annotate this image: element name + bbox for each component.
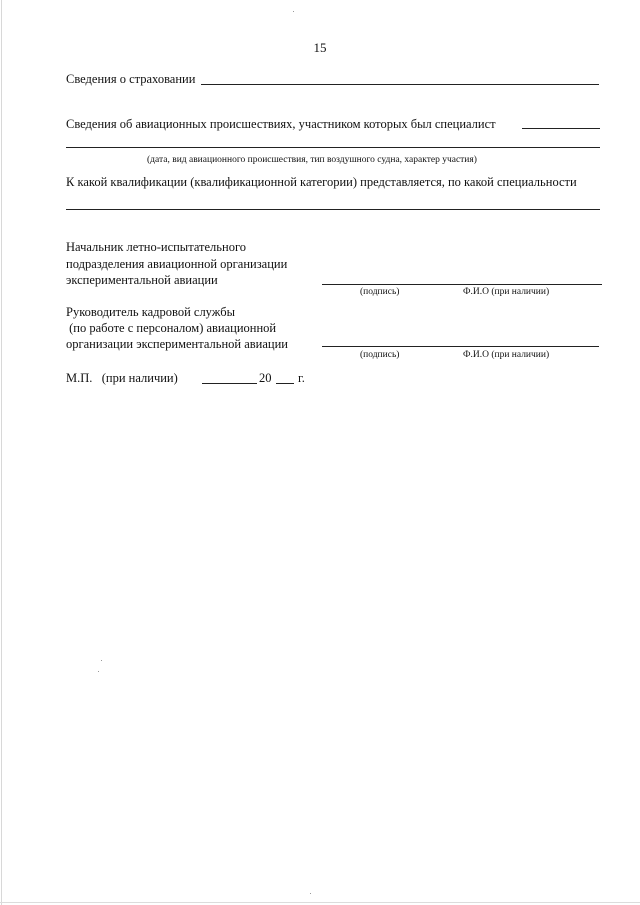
incidents-field-line[interactable] [522, 128, 600, 129]
signature-2-field-line[interactable] [322, 346, 599, 347]
insurance-field-line[interactable] [201, 84, 599, 85]
incidents-caption: (дата, вид авиационного происшествия, тип воздушного судна, характер участия) [147, 155, 477, 165]
scan-speck [98, 671, 99, 672]
date-field-line[interactable] [202, 383, 257, 384]
signature-2-caption: (подпись) [360, 350, 400, 360]
signatory-1-line-3: экспериментальной авиации [66, 273, 218, 287]
year-prefix: 20 [259, 371, 272, 385]
name-1-caption: Ф.И.О (при наличии) [463, 287, 550, 297]
signatory-2-line-2: (по работе с персоналом) авиационной [66, 321, 277, 335]
signatory-1-line-2: подразделения авиационной организации [66, 257, 288, 271]
incidents-field-line-2[interactable] [66, 147, 600, 148]
signature-1-field-line[interactable] [322, 284, 602, 285]
signature-1-caption: (подпись) [360, 287, 400, 297]
scan-speck [101, 660, 102, 661]
signatory-1-line-1: Начальник летно-испытательного [66, 240, 247, 254]
stamp-label: М.П. (при наличии) [66, 371, 178, 385]
page-number: 15 [313, 40, 327, 55]
name-2-caption: Ф.И.О (при наличии) [463, 350, 550, 360]
scan-speck [310, 893, 311, 894]
year-field-line[interactable] [276, 383, 294, 384]
signatory-2-line-1: Руководитель кадровой службы [66, 305, 235, 319]
qualification-label: К какой квалификации (квалификационной категории) представляется, по какой специальности [66, 175, 577, 189]
insurance-label: Сведения о страховании [66, 72, 196, 86]
incidents-label: Сведения об авиационных происшествиях, участником которых был специалист [66, 117, 496, 131]
qualification-field-line[interactable] [66, 209, 600, 210]
scan-speck [293, 11, 294, 12]
year-suffix: г. [298, 371, 305, 385]
scan-edge-left [1, 0, 2, 905]
scan-edge-bottom [0, 902, 640, 903]
signatory-2-line-3: организации экспериментальной авиации [66, 337, 288, 351]
